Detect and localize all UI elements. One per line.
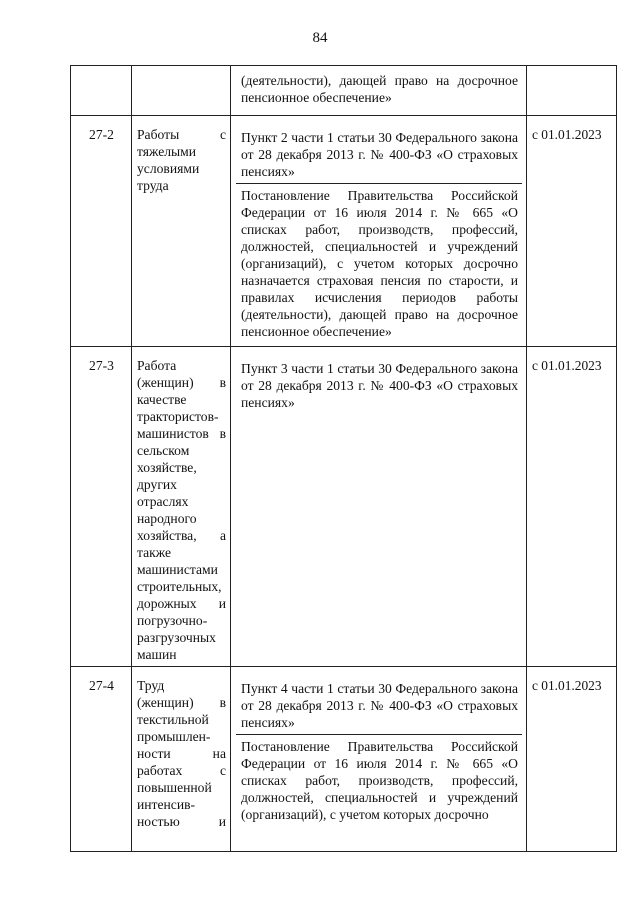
work-type-line: качестве	[137, 392, 187, 407]
work-type-line: Работы с	[137, 127, 226, 142]
effective-date	[527, 66, 617, 116]
work-type-line: промышлен-	[137, 729, 211, 744]
effective-date: с 01.01.2023	[527, 347, 617, 667]
legal-basis	[231, 66, 527, 116]
effective-date: с 01.01.2023	[527, 116, 617, 347]
row-number	[71, 66, 132, 116]
work-type-line: строительных,	[137, 579, 222, 594]
work-type-line: других	[137, 477, 177, 492]
work-type-line: дорожных и	[137, 596, 226, 611]
work-type-line: тяжелыми	[137, 144, 197, 159]
work-type-line: разгрузочных	[137, 630, 216, 645]
work-type-line: Работа	[137, 358, 177, 373]
work-type	[132, 667, 231, 852]
table-row	[71, 116, 617, 347]
page-number: 84	[312, 30, 328, 46]
work-type-line: хозяйстве,	[137, 460, 197, 475]
work-type-line: сельском	[137, 443, 190, 458]
work-type-line: Труд	[137, 678, 165, 693]
work-type-line: повышенной	[137, 780, 212, 795]
work-type-line: условиями	[137, 161, 200, 176]
work-type-line: ностью и	[137, 814, 226, 829]
legal-document: Пункт 2 части 1 статьи 30 Федерального закона от 28 декабря 2013 г. № 400-ФЗ «О страховых пенсиях»	[241, 130, 518, 179]
legal-document: Пункт 4 части 1 статьи 30 Федерального закона от 28 декабря 2013 г. № 400-ФЗ «О страховых пенсиях»	[241, 681, 518, 730]
work-type-line: интенсив-	[137, 797, 196, 812]
work-type-line: текстильной	[137, 712, 209, 727]
work-type-line: также	[137, 545, 171, 560]
work-type-line: машинистами	[137, 562, 218, 577]
table-row	[71, 66, 617, 116]
work-type-line: хозяйства, а	[137, 528, 226, 543]
work-type-line: народного	[137, 511, 197, 526]
row-number: 27-2	[71, 116, 132, 347]
work-type-line: работах с	[137, 763, 226, 778]
legal-document: Пункт 3 части 1 статьи 30 Федерального закона от 28 декабря 2013 г. № 400-ФЗ «О страховых пенсиях»	[241, 361, 518, 410]
legal-document: (деятельности), дающей право на досрочное пенсионное обеспечение»	[241, 73, 518, 105]
work-type	[132, 347, 231, 667]
work-type	[132, 116, 231, 347]
work-type-line: погрузочно-	[137, 613, 208, 628]
work-type-line: машинистов в	[137, 426, 226, 441]
work-type-line: трактористов-	[137, 409, 219, 424]
legal-basis	[231, 116, 527, 347]
effective-date: с 01.01.2023	[527, 667, 617, 852]
work-type-line: труда	[137, 178, 169, 193]
row-number: 27-3	[71, 347, 132, 667]
work-type-line: машин	[137, 647, 177, 662]
work-type-line: ности на	[137, 746, 226, 761]
legal-document: Постановление Правительства Российской Федерации от 16 июля 2014 г. № 665 «О списках работ, производств, профессий, должностей, специальностей и учреждений (организаций), с учетом которых досрочно	[236, 734, 522, 826]
legal-document: Постановление Правительства Российской Федерации от 16 июля 2014 г. № 665 «О списках работ, производств, профессий, должностей, специальностей и учреждений (организаций), с учетом которых досрочно назначается страховая пенсия по старости, и правилах исчисления периодов работы (деятельности), дающей право на досрочное пенсионное обеспечение»	[236, 183, 522, 343]
work-type-line: отраслях	[137, 494, 189, 509]
work-type	[132, 66, 231, 116]
work-type-line: (женщин) в	[137, 375, 226, 390]
legal-basis	[231, 667, 527, 852]
row-number: 27-4	[71, 667, 132, 852]
work-type-line: (женщин) в	[137, 695, 226, 710]
pension-table	[70, 65, 617, 852]
table-row	[71, 347, 617, 667]
legal-basis	[231, 347, 527, 667]
table-row	[71, 667, 617, 852]
